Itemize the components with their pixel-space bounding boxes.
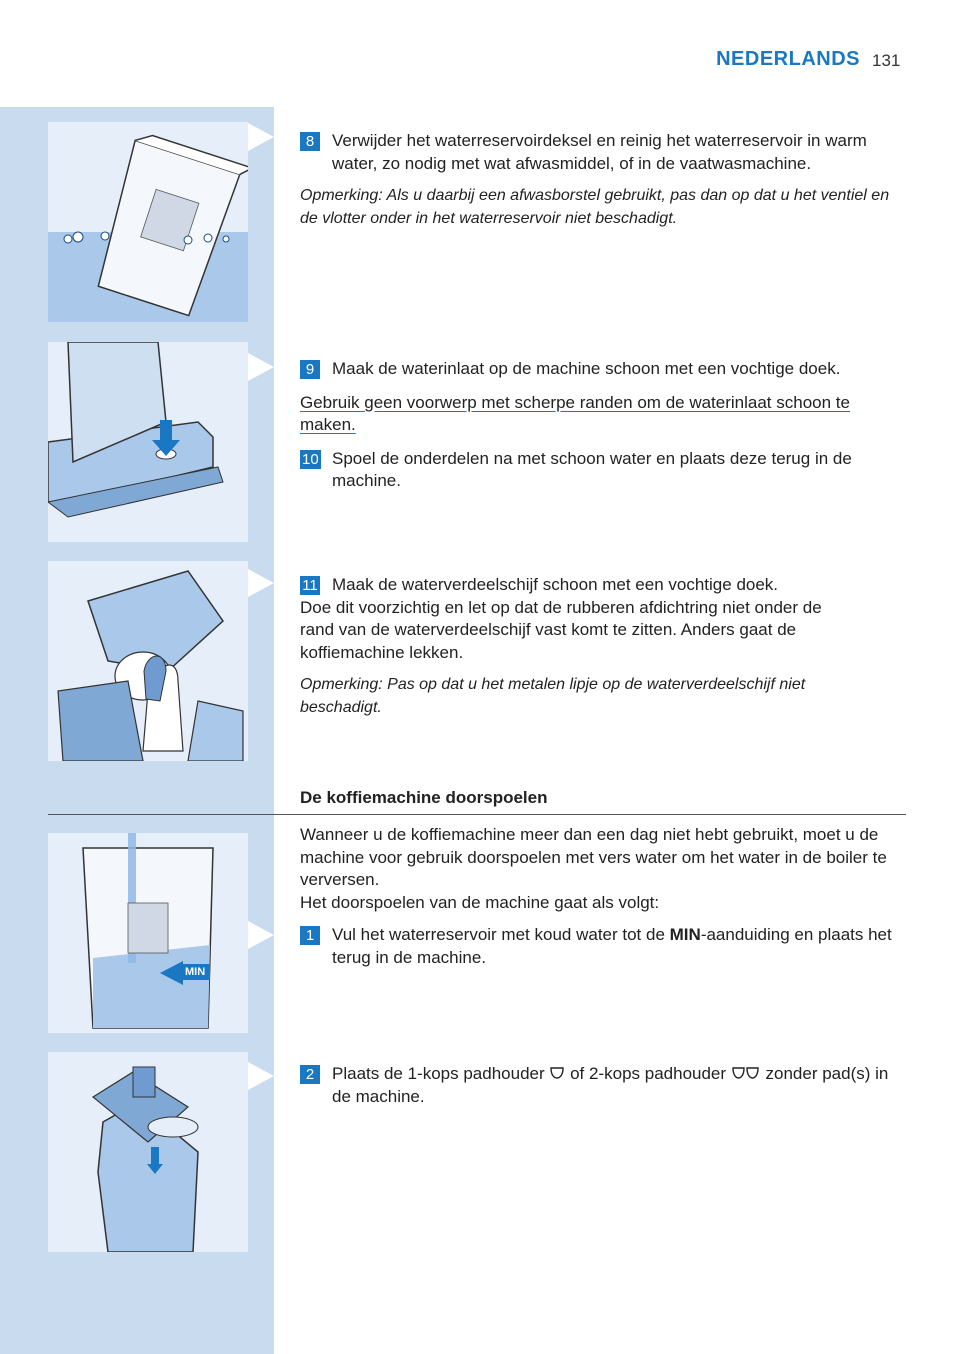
flush-step-2 — [300, 1063, 906, 1108]
step-11-block — [300, 574, 906, 719]
step-11 — [300, 574, 906, 597]
notch-marker — [248, 1062, 274, 1090]
step-text: Maak de waterinlaat op de machine schoon met een vochtige doek. — [332, 359, 841, 378]
notch-marker — [248, 569, 274, 597]
one-cup-icon — [549, 1066, 565, 1080]
step-8 — [300, 130, 906, 175]
illustration-pad-holder — [48, 1052, 248, 1252]
two-cup-icon — [731, 1066, 761, 1080]
step-text: Verwijder het waterreservoirdeksel en reinig het waterreservoir in warm water, zo nodig met wat afwasmiddel, of in de vaatwasmachine. — [332, 131, 867, 173]
step-9 — [300, 358, 906, 381]
section-divider — [48, 814, 906, 815]
illustration-reservoir-wash — [48, 122, 248, 322]
step-number: 9 — [300, 360, 320, 379]
note-text: Opmerking: Pas op dat u het metalen lipje op de waterverdeelschijf niet beschadigt. — [300, 676, 806, 716]
step-text: zonder pad(s) in de machine. — [332, 1064, 889, 1106]
illustration-water-inlet — [48, 342, 248, 542]
page-number: 131 — [872, 51, 901, 70]
step-number: 8 — [300, 132, 320, 151]
notch-marker — [248, 921, 274, 949]
flush-section — [300, 824, 906, 969]
section-intro: Wanneer u de koffiemachine meer dan een dag niet hebt gebruikt, moet u de machine voor gebruik doorspoelen met vers water om het water in de boiler te verversen. — [300, 825, 887, 889]
step-10 — [300, 448, 906, 493]
notch-marker — [248, 353, 274, 381]
step-text: Plaats de 1-kops padhouder — [332, 1064, 550, 1083]
step-number: 10 — [302, 450, 319, 468]
illustration-dispersion-disc — [48, 561, 248, 761]
section-title: De koffiemachine doorspoelen — [300, 788, 548, 807]
warning-text: Gebruik geen voorwerp met scherpe randen om de waterinlaat schoon te maken. — [300, 392, 850, 434]
illustration-fill-min — [48, 833, 248, 1033]
step-detail: Doe dit voorzichtig en let op dat de rubberen afdichtring niet onder de rand van de waterverdeelschijf vast komt te zitten. Anders gaat de koffiemachine lekken. — [300, 597, 822, 662]
language-header: NEDERLANDS — [716, 48, 860, 70]
step-text: -aanduiding en plaats het terug in de machine. — [332, 925, 892, 967]
step-text: Vul het waterreservoir met koud water tot de — [332, 925, 670, 944]
flush-step-2-block — [300, 1063, 906, 1108]
step-text: Maak de waterverdeelschijf schoon met een vochtige doek. — [332, 575, 779, 594]
note-text: Opmerking: Als u daarbij een afwasborstel gebruikt, pas dan op dat u het ventiel en de vlotter onder in het waterreservoir niet beschadigt. — [300, 187, 890, 227]
step-text: of 2-kops padhouder — [565, 1064, 731, 1083]
step-number: 2 — [300, 1065, 320, 1084]
step-number: 11 — [300, 576, 320, 595]
notch-marker — [248, 123, 274, 151]
min-bold: MIN — [669, 925, 701, 944]
section-intro-2: Het doorspoelen van de machine gaat als volgt: — [300, 892, 660, 912]
step-9-block — [300, 358, 906, 493]
step-8-block — [300, 130, 906, 230]
flush-step-1 — [300, 924, 906, 969]
step-text: Spoel de onderdelen na met schoon water en plaats deze terug in de machine. — [332, 448, 852, 490]
min-label: MIN — [180, 964, 210, 980]
step-number: 1 — [300, 926, 320, 945]
